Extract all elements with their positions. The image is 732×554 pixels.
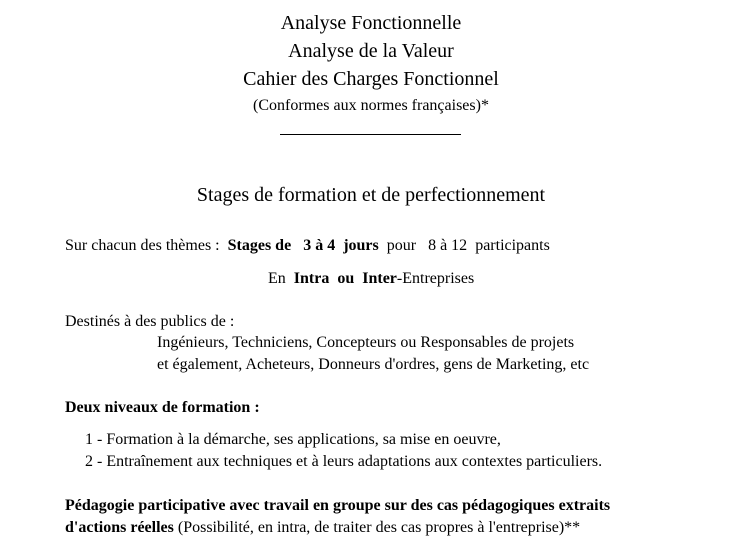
pedagogy-line-1: Pédagogie participative avec travail en groupe sur des cas pédagogiques extraits	[65, 497, 611, 514]
pedagogy-note: (Possibilité, en intra, de traiter des cas propres à l'entreprise)**	[173, 519, 581, 536]
pour-label: pour	[386, 237, 417, 254]
themes-prefix: Sur chacun des thèmes :	[65, 237, 220, 254]
title-analyse-fonctionnelle: Analyse Fonctionnelle	[280, 12, 462, 34]
ou-label: ou	[337, 270, 355, 287]
participants-label: participants	[475, 237, 550, 254]
participants-range: 8 à 12	[428, 237, 468, 254]
level-item-2: 2 - Entraînement aux techniques et à leurs adaptations aux contextes particuliers.	[85, 453, 603, 470]
title-underline	[280, 134, 461, 135]
pedagogy-line-2	[65, 519, 580, 537]
audience-line-2: et également, Acheteurs, Donneurs d'ordres, gens de Marketing, etc	[157, 356, 590, 373]
title-analyse-valeur: Analyse de la Valeur	[288, 40, 454, 62]
audience-line-1: Ingénieurs, Techniciens, Concepteurs ou Responsables de projets	[157, 334, 575, 351]
intra-inter-line	[268, 270, 474, 288]
section-heading: Stages de formation et de perfectionnement	[196, 184, 546, 206]
level-item-1: 1 - Formation à la démarche, ses applications, sa mise en oeuvre,	[85, 431, 501, 448]
subtitle-normes: (Conformes aux normes françaises)*	[253, 97, 489, 114]
themes-line	[65, 237, 550, 255]
pedagogy-bold-text: d'actions réelles	[65, 519, 174, 536]
levels-heading: Deux niveaux de formation :	[65, 399, 260, 416]
stages-de-label: Stages de	[227, 237, 292, 254]
jours-label: jours	[343, 237, 379, 254]
duration-value: 3 à 4	[303, 237, 336, 254]
title-cahier-charges: Cahier des Charges Fonctionnel	[243, 68, 499, 90]
audience-intro: Destinés à des publics de :	[65, 313, 235, 330]
inter-label: Inter	[362, 270, 397, 287]
intra-label: Intra	[293, 270, 330, 287]
entreprises-label: -Entreprises	[396, 270, 475, 287]
en-label: En	[268, 270, 286, 287]
